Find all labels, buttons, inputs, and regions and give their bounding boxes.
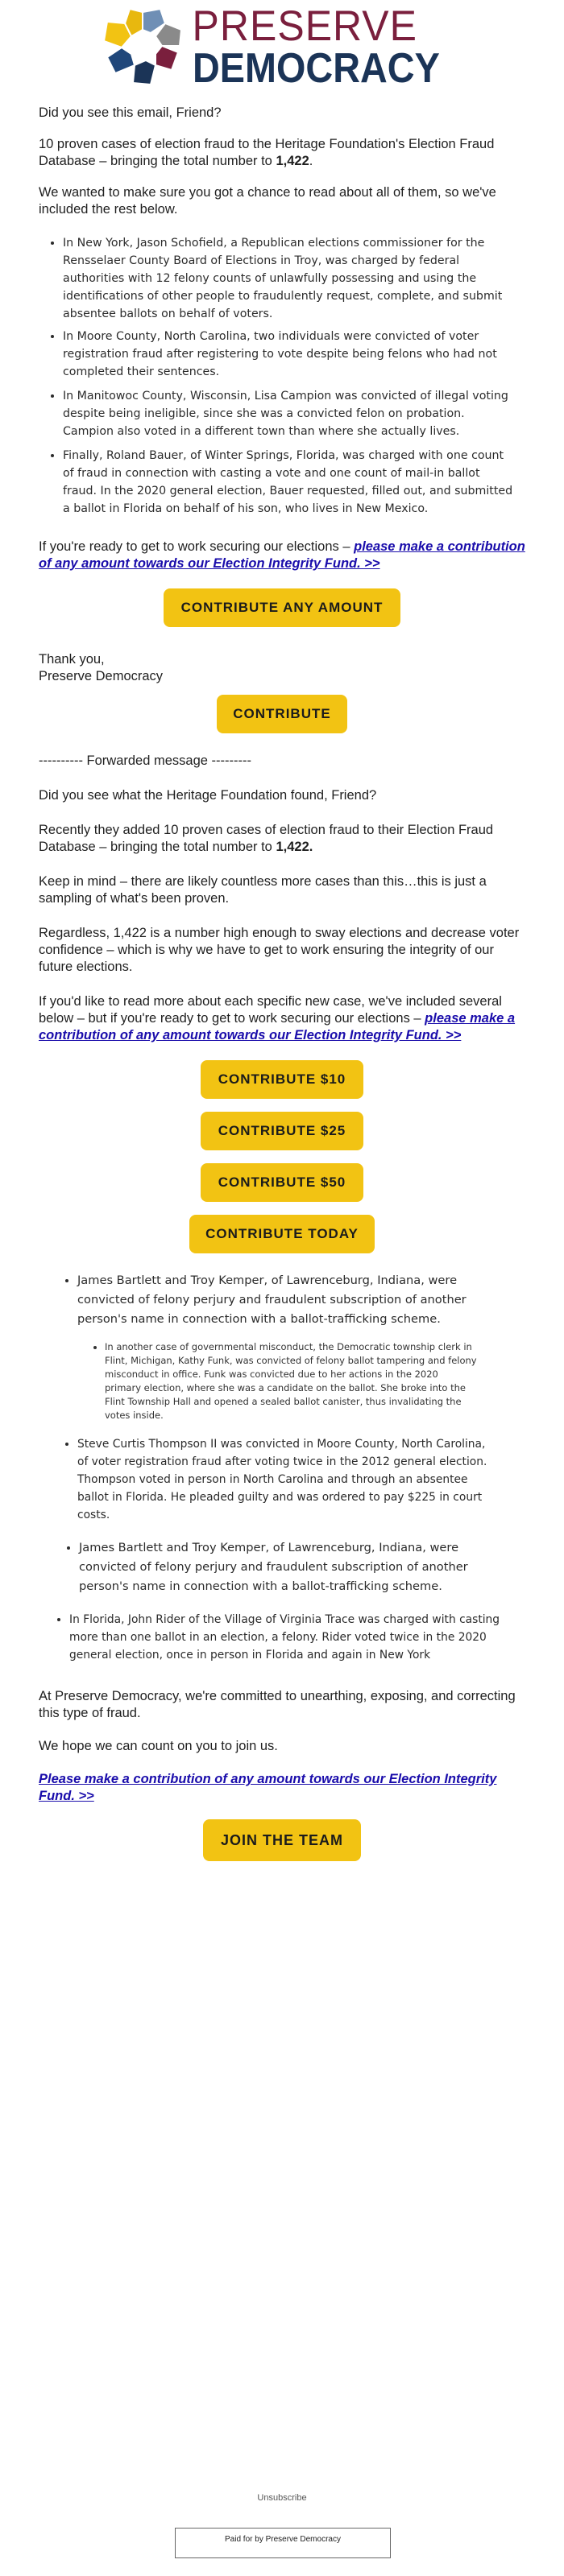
unsubscribe-link[interactable]: Unsubscribe xyxy=(257,2493,307,2503)
case-list-nested xyxy=(39,1340,477,1422)
list-item: • Steve Curtis Thompson II was convicted in Moore County, North Carolina, of voter registration fraud after voting twice in the 2012 general election. Thompson voted in person in North Carolina and through an absentee ballot in Florida. He pleaded guilty and was ordered to pay $225 in court costs. xyxy=(77,1435,488,1524)
closing-link-paragraph xyxy=(39,1771,525,1805)
case-list-c xyxy=(39,1435,488,1524)
contribute-button[interactable]: CONTRIBUTE xyxy=(217,695,347,733)
closing-paragraph-1: At Preserve Democracy, we're committed to unearthing, exposing, and correcting this type of fraud. xyxy=(39,1689,516,1720)
list-item: • James Bartlett and Troy Kemper, of Lawrenceburg, Indiana, were convicted of felony perjury and fraudulent subscription of another person's name in connection with a ballot-trafficking scheme. xyxy=(77,1271,496,1329)
forwarded-paragraph-2: Keep in mind – there are likely countless more cases than this…this is just a sampling of what's been proven. xyxy=(39,874,487,906)
list-item: • In Florida, John Rider of the Village of Virginia Trace was charged with casting more than one ballot in an election, a felony. Rider voted twice in the 2020 general election, once in person in Florida and again in New York xyxy=(69,1611,504,1664)
list-item: • James Bartlett and Troy Kemper, of Lawrenceburg, Indiana, were convicted of felony perjury and fraudulent subscription of another person's name in connection with a ballot-trafficking scheme. xyxy=(79,1538,498,1596)
contribute-any-amount-button[interactable]: CONTRIBUTE ANY AMOUNT xyxy=(164,588,400,627)
list-item: • In Manitowoc County, Wisconsin, Lisa Campion was convicted of illegal voting despite being ineligible, since she was a convicted felon on probation. Campion also voted in a different town than where she actually lives. xyxy=(63,387,514,440)
brand-name-bottom: DEMOCRACY xyxy=(192,45,440,92)
email-body xyxy=(39,0,525,1861)
forwarded-header: ---------- Forwarded message --------- xyxy=(39,753,251,768)
case-list-b xyxy=(39,1271,496,1329)
hands-circle-icon xyxy=(97,6,188,89)
intro-paragraph-2: We wanted to make sure you got a chance to read about all of them, so we've included the rest below. xyxy=(39,185,496,217)
contribute-link[interactable]: Please make a contribution of any amount towards our Election Integrity Fund. >> xyxy=(39,1772,497,1803)
forwarded-paragraph-4: If you'd like to read more about each specific new case, we've included several below – but if you're ready to get to work securing our elections – please make a contribution of any amount towards our Election Integrity Fund. >> xyxy=(39,994,516,1042)
contribute-50-button[interactable]: CONTRIBUTE $50 xyxy=(201,1163,363,1202)
contribute-25-button[interactable]: CONTRIBUTE $25 xyxy=(201,1112,363,1150)
paid-for-disclaimer: Paid for by Preserve Democracy xyxy=(175,2528,391,2558)
forwarded-paragraph-3: Regardless, 1,422 is a number high enough to sway elections and decrease voter confidence – which is why we have to get to work ensuring the integrity of our future elections. xyxy=(39,926,520,974)
intro-greeting: Did you see this email, Friend? xyxy=(39,105,222,120)
contribute-link[interactable]: please make a contribution of any amount towards our Election Integrity Fund. >> xyxy=(39,539,525,571)
list-item: • In Moore County, North Carolina, two individuals were convicted of voter registration fraud after registering to vote despite being felons who had not completed their sentences. xyxy=(63,328,514,381)
intro-paragraph-1: 10 proven cases of election fraud to the Heritage Foundation's Election Fraud Database – bringing the total number to 1,422. xyxy=(39,137,495,168)
contribute-today-button[interactable]: CONTRIBUTE TODAY xyxy=(189,1215,375,1253)
case-list-a xyxy=(39,234,514,518)
contribute-10-button[interactable]: CONTRIBUTE $10 xyxy=(201,1060,363,1099)
forwarded-question: Did you see what the Heritage Foundation found, Friend? xyxy=(39,788,377,803)
forwarded-paragraph-1: Recently they added 10 proven cases of election fraud to their Election Fraud Database – bringing the total number to 1,422. xyxy=(39,823,494,854)
closing-paragraph-2: We hope we can count on you to join us. xyxy=(39,1739,278,1753)
signoff-line-2: Preserve Democracy xyxy=(39,669,164,683)
list-item: • In another case of governmental misconduct, the Democratic township clerk in Flint, Michigan, Kathy Funk, was convicted of felony ballot tampering and felony misconduct in office. Funk was convicted due to her actions in the 2020 primary election, where she was a candidate on the ballot. She broke into the Flint Township Hall and opened a sealed ballot canister, thus invalidating the votes inside. xyxy=(105,1340,477,1422)
join-the-team-button[interactable]: JOIN THE TEAM xyxy=(203,1819,361,1861)
contribute-link[interactable]: please make a contribution of any amount towards our Election Integrity Fund. >> xyxy=(39,1011,516,1042)
brand-logo xyxy=(39,0,525,95)
list-item: • In New York, Jason Schofield, a Republican elections commissioner for the Rensselaer County Board of Elections in Troy, was charged by federal authorities with 12 felony counts of unlawfully possessing and using the identifications of other people to fraudulently request, complete, and submit absentee ballots on behalf of voters. xyxy=(63,234,514,323)
brand-name-top: PRESERVE xyxy=(192,2,417,50)
cta-paragraph-1: If you're ready to get to work securing our elections – please make a contribution of any amount towards our Election Integrity Fund. >> xyxy=(39,539,525,571)
signoff-line-1: Thank you, xyxy=(39,652,105,667)
list-item: • Finally, Roland Bauer, of Winter Springs, Florida, was charged with one count of fraud in connection with casting a vote and one count of mail-in ballot fraud. In the 2020 general election, Bauer requested, filled out, and submitted a ballot in Florida on behalf of his son, who lives in New Mexico. xyxy=(63,447,514,518)
case-list-e xyxy=(39,1611,504,1664)
total-count: 1,422 xyxy=(276,154,309,168)
case-list-d xyxy=(39,1538,498,1596)
